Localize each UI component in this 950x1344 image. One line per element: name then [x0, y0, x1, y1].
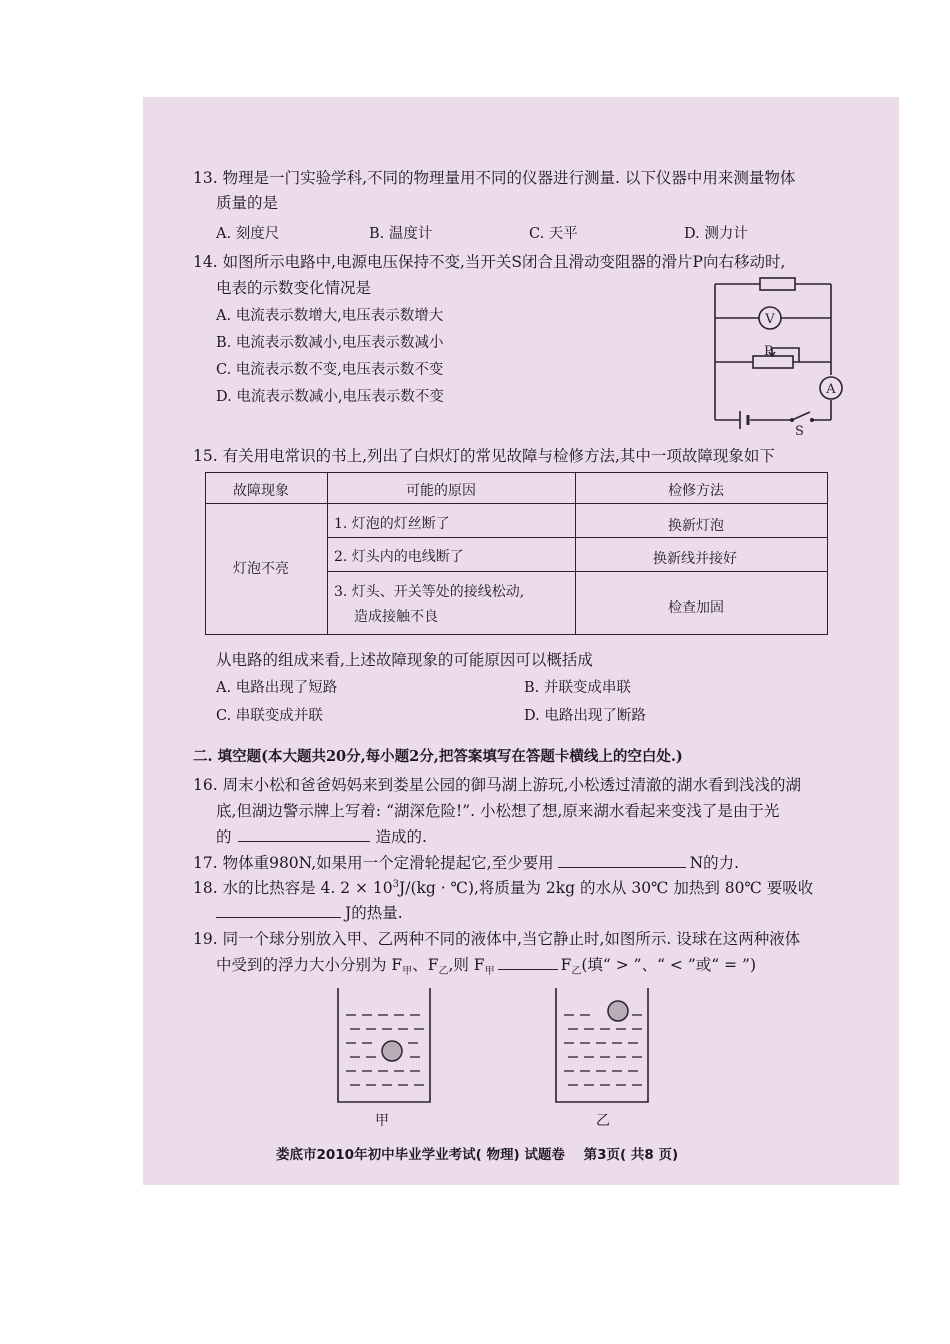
q19-line1: 19. 同一个球分别放入甲、乙两种不同的液体中,当它静止时,如图所示. 设球在这两种液体	[193, 930, 801, 948]
fault-table	[205, 472, 828, 635]
q14-option-d: D. 电流表示数减小,电压表示数不变	[216, 389, 444, 405]
q15-option-c: C. 串联变成并联	[216, 708, 323, 724]
table-header-phenomenon: 故障现象	[233, 483, 289, 499]
q13-option-a: A. 刻度尺	[216, 226, 280, 242]
q15-option-b: B. 并联变成串联	[524, 680, 631, 696]
q17-answer-blank	[558, 866, 686, 868]
q14-option-b: B. 电流表示数减小,电压表示数减小	[216, 335, 444, 351]
q14-option-c: C. 电流表示数不变,电压表示数不变	[216, 362, 444, 378]
q16-line3: 的 造成的.	[216, 828, 427, 846]
q14-option-a: A. 电流表示数增大,电压表示数增大	[216, 308, 444, 324]
q13-option-d: D. 测力计	[684, 226, 748, 242]
q16-answer-blank	[238, 840, 370, 842]
ammeter-label: A	[826, 382, 836, 397]
table-cause-3: 3. 灯头、开关等处的接线松动,	[334, 584, 525, 600]
q18-line1: 18. 水的比热容是 4. $2 \times 10^3J/(kg$ · ℃),将质量为 2kg 的水从 30℃ 加热到 80℃ 要吸收	[193, 878, 814, 897]
section2-heading: 二. 填空题(本大题共20分,每小题2分,把答案填写在答题卡横线上的空白处.)	[193, 748, 683, 765]
q13-line2: 质量的是	[216, 194, 279, 212]
q13-option-c: C. 天平	[529, 226, 578, 242]
q16-line1: 16. 周末小松和爸爸妈妈来到娄星公园的御马湖上游玩,小松透过清澈的湖水看到浅浅的湖	[193, 776, 802, 794]
q14-circuit-diagram	[700, 272, 860, 437]
table-cause-2: 2. 灯头内的电线断了	[334, 549, 464, 565]
q14-line2: 电表的示数变化情况是	[216, 279, 372, 297]
q15-line1: 15. 有关用电常识的书上,列出了白炽灯的常见故障与检修方法,其中一项故障现象如下	[193, 447, 775, 465]
q14-line1: 14. 如图所示电路中,电源电压保持不变,当开关S闭合且滑动变阻器的滑片P向右移动时,	[193, 253, 786, 271]
container-jia-diagram	[330, 985, 440, 1110]
q15-option-d: D. 电路出现了断路	[524, 708, 646, 724]
switch-label: S	[795, 424, 804, 437]
table-header-cause: 可能的原因	[406, 483, 476, 499]
q18-line2: J的热量.	[216, 901, 403, 923]
page-footer: 娄底市2010年初中毕业学业考试( 物理) 试题卷 第3页( 共8 页)	[276, 1147, 679, 1163]
q19-line2: 中受到的浮力大小分别为 $F_甲$、$F_乙$,则 $F_甲$ $F_乙$(填“ > ”、“ < ”或“ = ”)	[216, 956, 756, 978]
table-phenomenon: 灯泡不亮	[233, 561, 289, 577]
table-fix-3: 检查加固	[668, 600, 724, 616]
q16-line2: 底,但湖边警示牌上写着: “湖深危险!”. 小松想了想,原来湖水看起来变浅了是由于光	[216, 802, 780, 820]
q19-answer-blank	[498, 968, 558, 970]
table-cause-3b: 造成接触不良	[354, 609, 438, 625]
table-cause-1: 1. 灯泡的灯丝断了	[334, 516, 450, 532]
label-jia: 甲	[375, 1113, 389, 1129]
table-header-fix: 检修方法	[668, 483, 724, 499]
q15-option-a: A. 电路出现了短路	[216, 680, 338, 696]
q13-line1: 13. 物理是一门实验学科,不同的物理量用不同的仪器进行测量. 以下仪器中用来测量物体	[193, 169, 796, 187]
q17-line: 17. 物体重980N,如果用一个定滑轮提起它,至少要用 N的力.	[193, 854, 740, 872]
q13-option-b: B. 温度计	[369, 226, 433, 242]
table-fix-2: 换新线并接好	[653, 551, 737, 567]
container-yi-diagram	[548, 985, 658, 1110]
slider-label: P	[764, 344, 773, 359]
label-yi: 乙	[596, 1113, 610, 1129]
q15-question: 从电路的组成来看,上述故障现象的可能原因可以概括成	[216, 651, 593, 669]
q18-answer-blank	[216, 916, 341, 918]
voltmeter-label: V	[765, 312, 775, 327]
table-fix-1: 换新灯泡	[668, 518, 724, 534]
